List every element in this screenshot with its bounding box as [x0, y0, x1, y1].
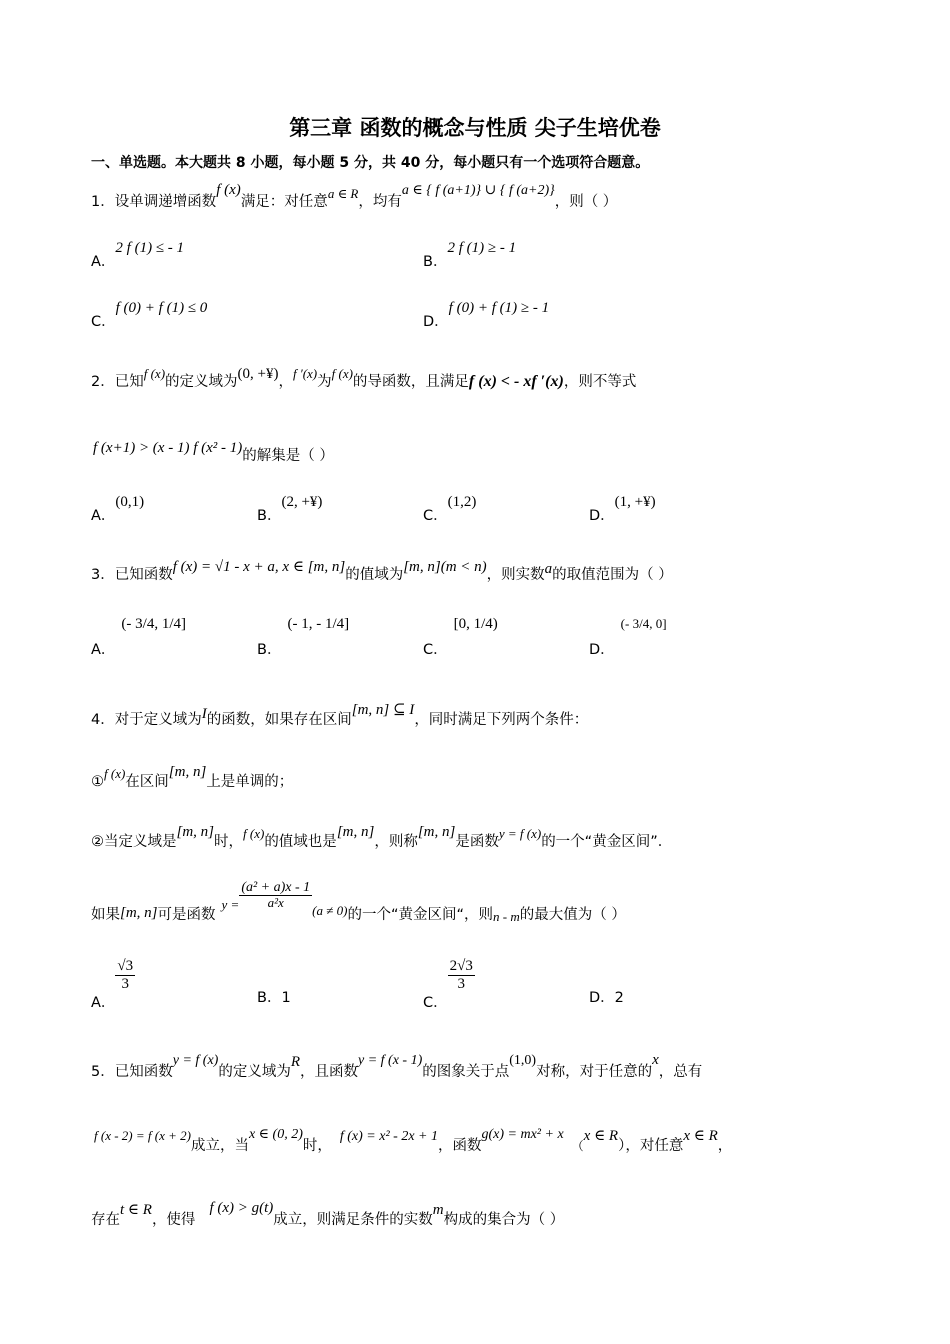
math-expression: (0,1): [115, 494, 145, 510]
math-expression: x ∈ (0, 2): [248, 1127, 303, 1142]
fraction: $\frac{\text{(a² + a)x - 1}}{\text{a²x}}$: [241, 880, 311, 911]
question-number: 3．: [91, 567, 115, 583]
question-3-stem: 3．已知函数f (x) = √1 - x + a, x ∈ [m, n]的值域为[m, n](m < n)，则实数a的取值范围为（ ）: [91, 559, 673, 583]
question-4-conclusion: 如果[m, n]可是函数y = $\frac{\text{(a² + a)x - 1}}{\text{a²x}}$ (a ≠ 0)的一个“黄金区间“，则n - m的最大值为（ ）: [91, 880, 626, 925]
math-expression: f (x) = √1 - x + a, x ∈ [m, n]: [172, 559, 346, 575]
math-expression: [m, n]: [336, 824, 375, 840]
option-b: B．1: [257, 990, 291, 1006]
option-b: B．(- 1, - 1/4]: [257, 616, 350, 658]
question-5-stem: 5．已知函数y = f (x)的定义域为R，且函数y = f (x - 1)的图象关于点(1,0)对称，对于任意的x，总有: [91, 1052, 703, 1080]
math-expression: y = f (x): [498, 826, 542, 841]
option-c: C．[0, 1/4): [423, 616, 498, 658]
option-d: D．2: [589, 990, 624, 1006]
option-d: D．(- 3/4, 0]: [589, 616, 667, 658]
math-expression: x ∈ R: [683, 1128, 718, 1144]
math-expression: x ∈ R: [583, 1128, 619, 1144]
math-expression: (2, +¥): [281, 494, 323, 510]
math-expression: I: [201, 706, 207, 722]
math-expression: f (0) + f (1) ≤ 0: [115, 300, 208, 316]
math-expression: [m, n] ⊆ I: [351, 702, 415, 718]
math-expression: f (x): [104, 766, 126, 781]
math-expression: f (x) < - xf ′(x): [468, 373, 564, 390]
math-expression: f ′(x): [292, 366, 318, 381]
math-expression: (1, +¥): [614, 494, 656, 510]
question-number: 4．: [91, 712, 115, 728]
math-expression: R: [290, 1054, 300, 1070]
math-expression: g(x) = mx² + x: [481, 1127, 564, 1142]
math-expression: f (x): [216, 182, 241, 198]
fraction: $\frac{2√3}{3}$: [449, 958, 473, 992]
condition-2: ②当定义域是[m, n]时，f (x)的值域也是[m, n]，则称[m, n]是函数y = f (x)的一个“黄金区间”．: [91, 824, 673, 850]
question-5-line-3: 存在t ∈ R，使得f (x) > g(t)成立，则满足条件的实数m构成的集合为（ ）: [91, 1200, 565, 1228]
option-a: A．2 f (1) ≤ - 1: [91, 240, 185, 270]
question-number: 5．: [91, 1064, 115, 1080]
option-c: C．(1,2): [423, 494, 477, 524]
math-expression: n - m: [493, 909, 520, 925]
math-expression: [m, n]: [120, 905, 158, 922]
math-expression: x: [652, 1052, 659, 1068]
math-expression: [m, n]: [168, 764, 207, 780]
question-4-stem: 4．对于定义域为I的函数，如果存在区间[m, n] ⊆ I，同时满足下列两个条件：: [91, 702, 589, 728]
math-expression: 2 f (1) ≤ - 1: [115, 240, 185, 256]
math-expression: (- 1, - 1/4]: [287, 616, 350, 632]
math-expression: (- 3/4, 1/4]: [121, 616, 186, 632]
math-expression: a ∈ R: [327, 186, 359, 201]
fraction: $\frac{√3}{3}$: [117, 958, 134, 992]
option-b: B．2 f (1) ≥ - 1: [423, 240, 517, 270]
math-expression: f (x): [331, 366, 353, 381]
math-expression: a: [544, 561, 553, 577]
page-title: 第三章 函数的概念与性质 尖子生培优卷: [289, 116, 661, 140]
math-expression: f (x) > g(t): [209, 1200, 274, 1216]
option-a: A． $\frac{√3}{3}$: [91, 958, 134, 1011]
math-expression: f (x+1) > (x - 1) f (x² - 1): [93, 440, 243, 456]
math-expression: f (x) = x² - 2x + 1: [339, 1129, 438, 1144]
math-expression: (0, +¥): [237, 366, 279, 382]
math-expression: f (x): [243, 826, 265, 841]
math-expression: f (x): [143, 366, 166, 381]
section-header: 一、单选题。本大题共 8 小题，每小题 5 分，共 40 分，每小题只有一个选项符合题意。: [91, 155, 650, 171]
math-expression: [m, n]: [176, 824, 215, 840]
question-2-inequality: f (x+1) > (x - 1) f (x² - 1)的解集是（ ）: [93, 440, 334, 464]
math-expression: (1,2): [447, 494, 477, 510]
math-expression: m: [432, 1202, 444, 1218]
option-c: C．f (0) + f (1) ≤ 0: [91, 300, 208, 330]
math-expression: y = f (x - 1): [358, 1053, 423, 1068]
math-expression: [0, 1/4): [453, 616, 498, 632]
question-number: 2．: [91, 374, 115, 390]
condition-1: ①f (x)在区间[m, n]上是单调的；: [91, 764, 294, 790]
math-expression: t ∈ R: [120, 1202, 152, 1218]
math-expression: y =: [221, 897, 240, 913]
math-expression: 2 f (1) ≥ - 1: [447, 240, 517, 256]
math-expression: f (0) + f (1) ≥ - 1: [448, 300, 550, 316]
math-expression: (- 3/4, 0]: [620, 616, 667, 631]
math-expression: a ∈ { f (a+1)} ∪ { f (a+2)}: [401, 183, 555, 198]
option-b: B．(2, +¥): [257, 494, 323, 524]
math-expression: (1,0): [509, 1053, 537, 1068]
question-2-stem: 2．已知f (x)的定义域为(0, +¥)，f ′(x)为f (x)的导函数，且满足f (x) < - xf ′(x)，则不等式: [91, 366, 637, 390]
option-a: A．(0,1): [91, 494, 145, 524]
option-d: D．f (0) + f (1) ≥ - 1: [423, 300, 550, 330]
option-a: A．(- 3/4, 1/4]: [91, 616, 186, 658]
question-5-line-2: f (x - 2) = f (x + 2)成立，当x ∈ (0, 2)时，f (x) = x² - 2x + 1，函数g(x) = mx² + x（x ∈ R），对任意x ∈ R，: [94, 1127, 733, 1154]
option-c: C． $\frac{2√3}{3}$: [423, 958, 473, 1011]
question-number: 1．: [91, 194, 115, 210]
math-expression: f (x - 2) = f (x + 2): [94, 1128, 191, 1143]
question-1-stem: 1．设单调递增函数f (x)满足：对任意a ∈ R，均有a ∈ { f (a+1)} ∪ { f (a+2)}，则（ ）: [91, 182, 618, 210]
math-expression: [m, n](m < n): [403, 559, 487, 575]
option-d: D．(1, +¥): [589, 494, 656, 524]
math-expression: y = f (x): [172, 1053, 219, 1068]
math-expression: [m, n]: [417, 824, 456, 840]
math-expression: (a ≠ 0): [312, 903, 348, 919]
